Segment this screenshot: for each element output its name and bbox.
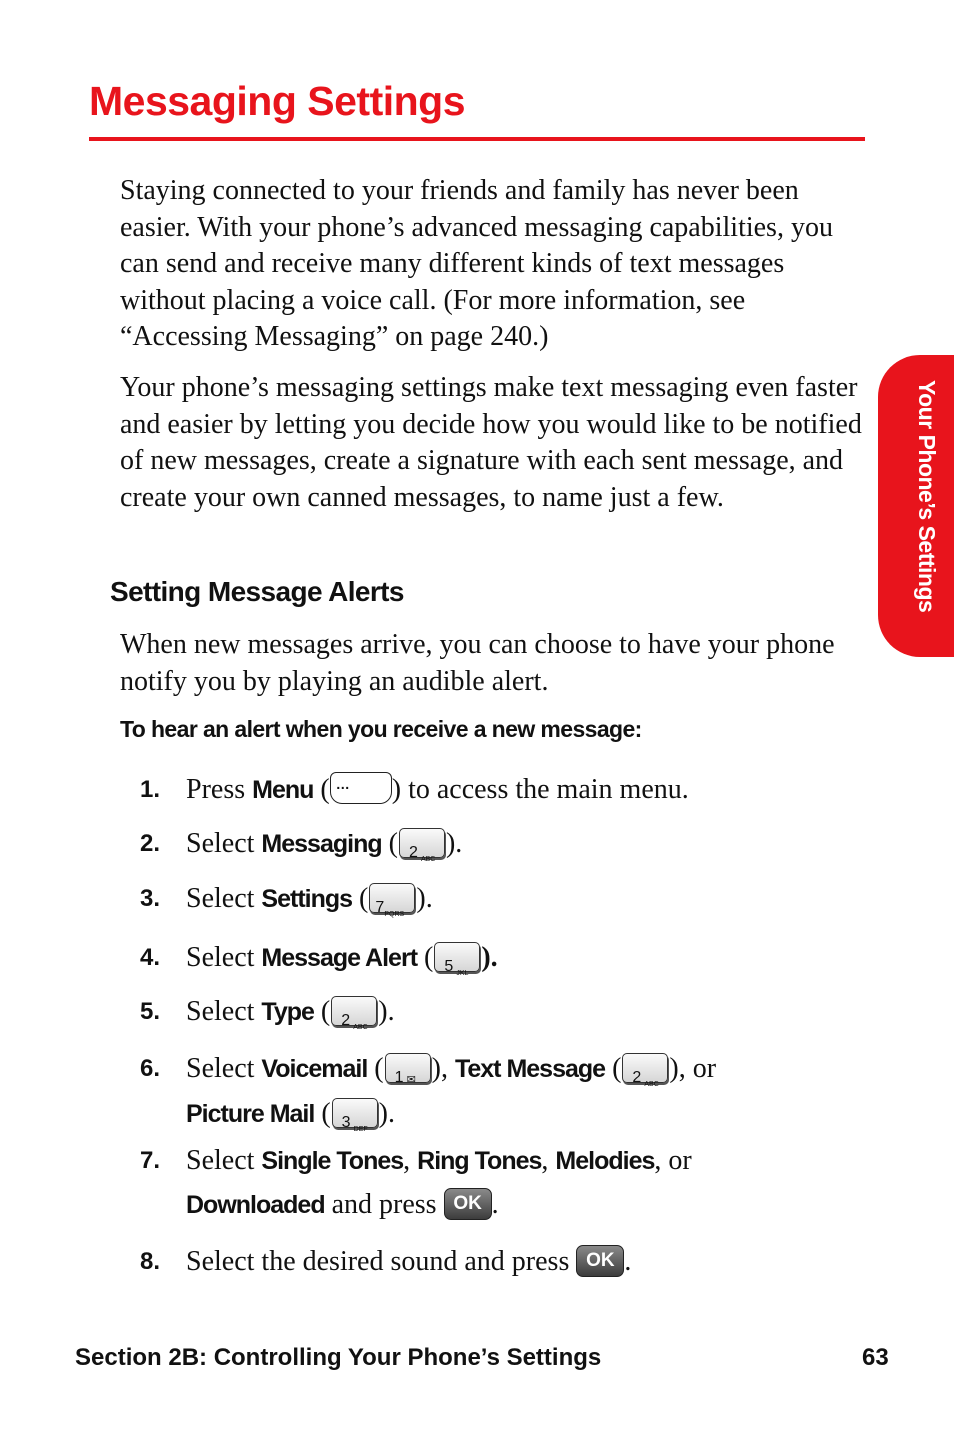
key-7-icon: [369, 883, 415, 918]
step-number: 1.: [140, 776, 161, 803]
section-heading: Setting Message Alerts: [110, 576, 404, 607]
key-2-icon: [622, 1053, 668, 1088]
step-text: Select Type ( 2 ABC ).: [186, 990, 866, 1034]
key-digit: 2: [632, 1068, 642, 1086]
or-text: or: [668, 1145, 692, 1176]
step-text: Select Settings ( 7 PQRS ).: [186, 877, 866, 921]
step-after: to access the main menu.: [408, 774, 689, 805]
key-digit: 5: [444, 957, 454, 975]
key-2-icon: [399, 828, 445, 863]
softkey-dots: …: [335, 775, 350, 792]
key-letters: DEF: [353, 1125, 368, 1133]
intro-paragraph-2: Your phone’s messaging settings make text messaging even faster and easier by letting you decide how you would like to be notified of new messages, create a signature with each sent message, and create your own canned messages, to name just a few.: [120, 372, 862, 513]
step-number: 5.: [140, 998, 161, 1025]
intro-paragraph-1: Staying connected to your friends and family has never been easier. With your phone’s advanced messaging capabilities, you can send and receive many different kinds of text messages without placing a voice call. (For more information, see “Accessing Messaging” on page 240.): [120, 175, 833, 352]
step-verb: Select: [186, 1145, 255, 1176]
footer-section: Section 2B: Controlling Your Phone’s Settings: [75, 1344, 602, 1371]
key-letters: ABC: [644, 1080, 659, 1088]
key-letters: JKL: [456, 969, 469, 977]
step-verb: Press: [186, 774, 246, 805]
menu-label: Menu: [252, 776, 314, 804]
key-digit: 2: [408, 843, 418, 861]
messaging-label: Messaging: [261, 830, 382, 858]
title-rule: [89, 137, 865, 141]
text-message-label: Text Message: [454, 1055, 606, 1083]
key-digit: 1: [394, 1068, 404, 1086]
menu-softkey-icon: [330, 772, 392, 804]
ok-key-icon: OK: [444, 1188, 492, 1220]
step-text-continued: Picture Mail ( 3 DEF ).: [186, 1092, 866, 1136]
step-text: Select Single Tones, Ring Tones, Melodies, or: [186, 1145, 692, 1176]
step-verb: Select: [186, 1053, 255, 1084]
ok-key-icon: OK: [576, 1245, 624, 1277]
step-text: Select Voicemail ( 1 ✉ ), Text Message ( 2 ABC ), or: [186, 1047, 866, 1091]
page-number: 63: [862, 1344, 889, 1371]
picture-mail-label: Picture Mail: [186, 1100, 315, 1128]
voicemail-label: Voicemail: [261, 1055, 368, 1083]
key-3-icon: [332, 1098, 378, 1133]
step-number: 7.: [140, 1147, 161, 1174]
key-digit: 2: [341, 1011, 351, 1029]
message-alert-label: Message Alert: [261, 944, 418, 972]
single-tones-label: Single Tones: [261, 1147, 404, 1175]
key-2-icon: [331, 996, 377, 1031]
step-text: Select the desired sound and press OK .: [186, 1246, 632, 1277]
step-sentence: Select the desired sound and press: [186, 1246, 570, 1277]
step-number: 4.: [140, 944, 161, 971]
step-text: Select Messaging ( 2 ABC ).: [186, 822, 866, 866]
step-number: 6.: [140, 1055, 161, 1082]
step-verb: Select: [186, 942, 255, 973]
step-verb: Select: [186, 828, 255, 859]
downloaded-label: Downloaded: [186, 1191, 325, 1219]
melodies-label: Melodies: [555, 1147, 655, 1175]
instruction-heading: To hear an alert when you receive a new message:: [120, 716, 642, 742]
step-number: 2.: [140, 830, 161, 857]
ring-tones-label: Ring Tones: [417, 1147, 542, 1175]
settings-label: Settings: [261, 885, 353, 913]
step-text: Press Menu ( … ) to access the main menu.: [186, 768, 866, 812]
key-letters: ABC: [353, 1023, 368, 1031]
step-text-continued: Downloaded and press OK .: [186, 1189, 499, 1220]
key-digit: 7: [375, 898, 385, 916]
page-title: Messaging Settings: [89, 78, 466, 124]
key-digit: 3: [341, 1113, 351, 1131]
key-letters: PQRS: [384, 910, 405, 918]
step-after: and press: [331, 1189, 437, 1220]
type-label: Type: [261, 998, 314, 1026]
or-text: or: [692, 1053, 717, 1084]
side-tab-label: Your Phone’s Settings: [914, 380, 940, 613]
key-5-icon: [434, 942, 480, 977]
step-text: Select Message Alert ( 5 JKL ).: [186, 936, 866, 980]
key-1-icon: [385, 1053, 431, 1086]
section-body: When new messages arrive, you can choose to have your phone notify you by playing an audible alert.: [120, 629, 835, 697]
step-verb: Select: [186, 883, 255, 914]
step-number: 3.: [140, 885, 161, 912]
key-letters: ABC: [420, 855, 436, 863]
step-verb: Select: [186, 996, 255, 1027]
key-letters: ✉: [406, 1073, 416, 1086]
step-number: 8.: [140, 1248, 161, 1275]
